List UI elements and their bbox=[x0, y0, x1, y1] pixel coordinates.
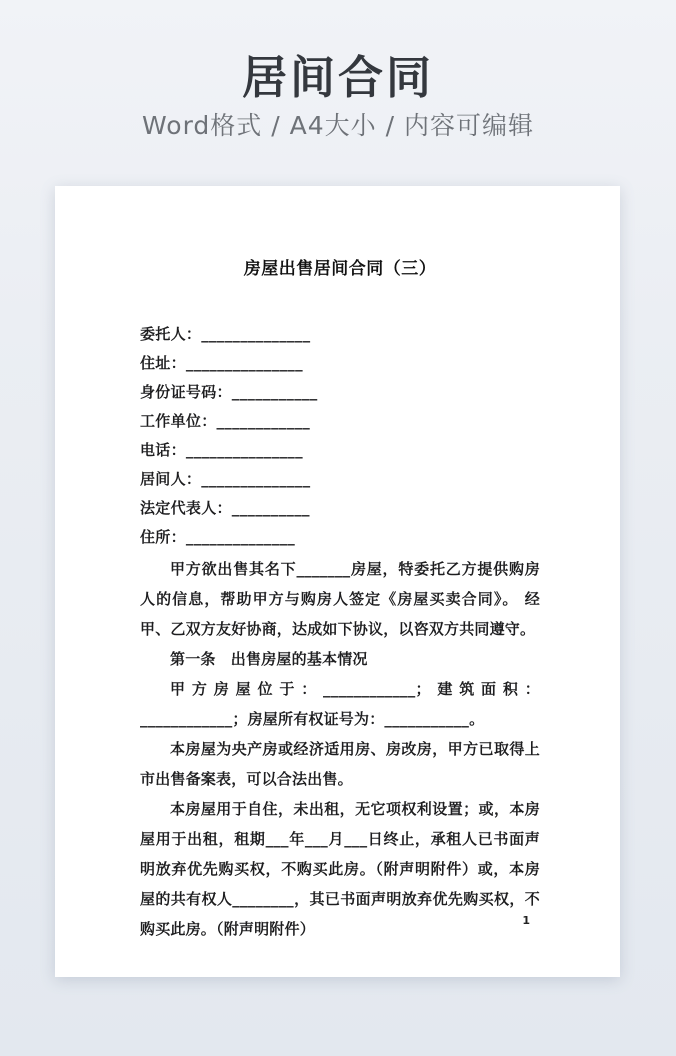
page-number: 1 bbox=[522, 914, 530, 927]
template-title: 居间合同 bbox=[241, 51, 434, 104]
template-subtitle: Word格式 / A4大小 / 内容可编辑 bbox=[142, 111, 534, 140]
document-title: 房屋出售居间合同（三） bbox=[243, 259, 437, 279]
form-field-phone: 电话：_______________ bbox=[140, 441, 303, 459]
form-field-legal-representative: 法定代表人：__________ bbox=[140, 499, 310, 517]
form-field-id-number: 身份证号码：___________ bbox=[140, 383, 318, 401]
form-field-entrusting-party: 委托人：______________ bbox=[140, 325, 311, 343]
clause-heading-article-1: 第一条 出售房屋的基本情况 bbox=[170, 650, 368, 668]
form-field-intermediary: 居间人：______________ bbox=[140, 470, 311, 488]
form-field-employer: 工作单位：____________ bbox=[140, 412, 311, 430]
template-header bbox=[0, 0, 676, 140]
form-field-address: 住址：_______________ bbox=[140, 354, 303, 372]
form-field-residence: 住所：______________ bbox=[140, 528, 296, 546]
contract-paragraph-house-info: 甲方房屋位于：____________；建筑面积：____________；房屋所有权证号为：___________。 bbox=[140, 680, 540, 728]
document-page bbox=[55, 186, 620, 977]
contract-paragraph-house-type: 本房屋为央产房或经济适用房、房改房，甲方已取得上市出售备案表，可以合法出售。 bbox=[140, 740, 540, 788]
contract-body bbox=[140, 554, 540, 944]
contract-paragraph-occupancy: 本房屋用于自住，未出租，无它项权利设置；或，本房屋用于出租，租期___年___月___日终止，承租人已书面声明放弃优先购买权，不购买此房。（附声明附件）或，本房屋的共有权人________，其已书面声明放弃优先购买权，不购买此房。（附声明附件） bbox=[140, 800, 540, 938]
form-fields bbox=[140, 320, 540, 552]
contract-paragraph-intro: 甲方欲出售其名下_______房屋，特委托乙方提供购房人的信息，帮助甲方与购房人签定《房屋买卖合同》。 经甲、乙双方友好协商，达成如下协议，以咨双方共同遵守。 bbox=[140, 560, 540, 638]
